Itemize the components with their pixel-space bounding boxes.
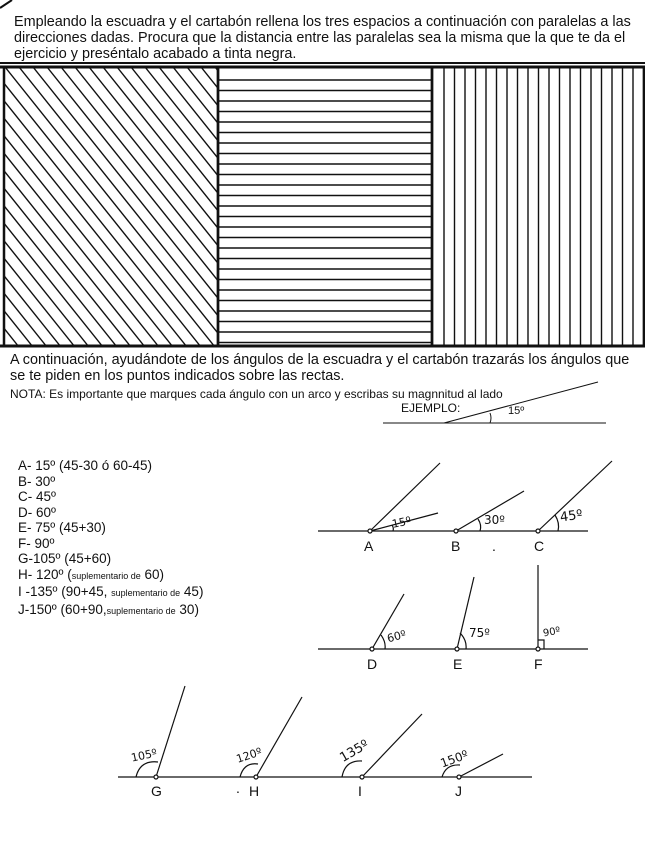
angles-note: NOTA: Es importante que marques cada ángulo con un arco y escribas su magnnitud al lado xyxy=(10,387,503,401)
stray-dot: . xyxy=(236,780,240,796)
corner-mark xyxy=(0,0,12,8)
example-label: EJEMPLO: xyxy=(401,401,461,415)
handwritten-angle-h: 120º xyxy=(234,745,264,766)
exercise-instructions: Empleando la escuadra y el cartabón rellena los tres espacios a continuación con paralelas a las direcciones dadas. Procura que la distancia entre las paralelas sea la misma que la que te da el ejercicio y preséntalo acabado a tinta negra. xyxy=(14,14,631,62)
angle-item: J-150º (60+90,suplementario de 30) xyxy=(18,601,199,617)
point-label-d: D xyxy=(367,656,378,672)
example-value: 15º xyxy=(508,405,525,417)
handwritten-angle-g: 105º xyxy=(129,746,159,765)
row3-angles xyxy=(118,686,532,779)
hatch-line xyxy=(19,67,242,346)
panel-vertical-lines xyxy=(444,67,644,346)
point-label-h: H xyxy=(249,783,260,799)
point-label-i: I xyxy=(358,783,362,799)
hatch-line xyxy=(0,67,116,346)
angle-item: H- 120º (suplementario de 60) xyxy=(18,566,165,582)
handwritten-angle-a: 15º xyxy=(390,514,413,531)
handwritten-angle-e: 75º xyxy=(469,626,490,640)
angle-item: G-105º (45+60) xyxy=(18,551,112,566)
angle-item: B- 30º xyxy=(18,473,56,489)
angle-item: I -135º (90+45, suplementario de 45) xyxy=(18,584,204,599)
angles-section-intro: A continuación, ayudándote de los ángulos de la escuadra y el cartabón trazarás los ángulos que se te piden en los puntos indicados sobre las rectas. xyxy=(10,352,630,384)
angle-list xyxy=(18,458,203,619)
point-label-b: B xyxy=(451,538,461,554)
handwritten-angle-i: 135º xyxy=(337,737,372,766)
hatch-line xyxy=(0,67,60,346)
angle-item: F- 90º xyxy=(18,535,55,551)
handwritten-angle-b: 30º xyxy=(484,513,505,527)
angle-item: A- 15º (45-30 ó 60-45) xyxy=(18,458,153,473)
hatch-line xyxy=(0,67,200,346)
stray-dot: . xyxy=(492,538,496,554)
point-label-c: C xyxy=(534,538,545,554)
point-label-e: E xyxy=(453,656,463,672)
hatch-line xyxy=(0,67,102,346)
handwritten-angle-f: 90º xyxy=(542,625,562,640)
panel-horizontal-lines xyxy=(218,80,432,343)
point-label-g: G xyxy=(151,783,162,799)
angle-item: D- 60º xyxy=(18,504,56,520)
handwritten-angle-d: 60º xyxy=(385,627,408,646)
point-label-a: A xyxy=(364,538,374,554)
angle-item: C- 45º xyxy=(18,489,56,504)
point-label-j: J xyxy=(455,783,462,799)
hatch-line xyxy=(5,67,228,346)
hatch-line xyxy=(0,67,18,346)
angle-item: E- 75º (45+30) xyxy=(18,520,106,535)
handwritten-angle-j: 150º xyxy=(438,747,471,771)
point-label-f: F xyxy=(534,656,543,672)
handwritten-angle-c: 45º xyxy=(559,507,584,526)
